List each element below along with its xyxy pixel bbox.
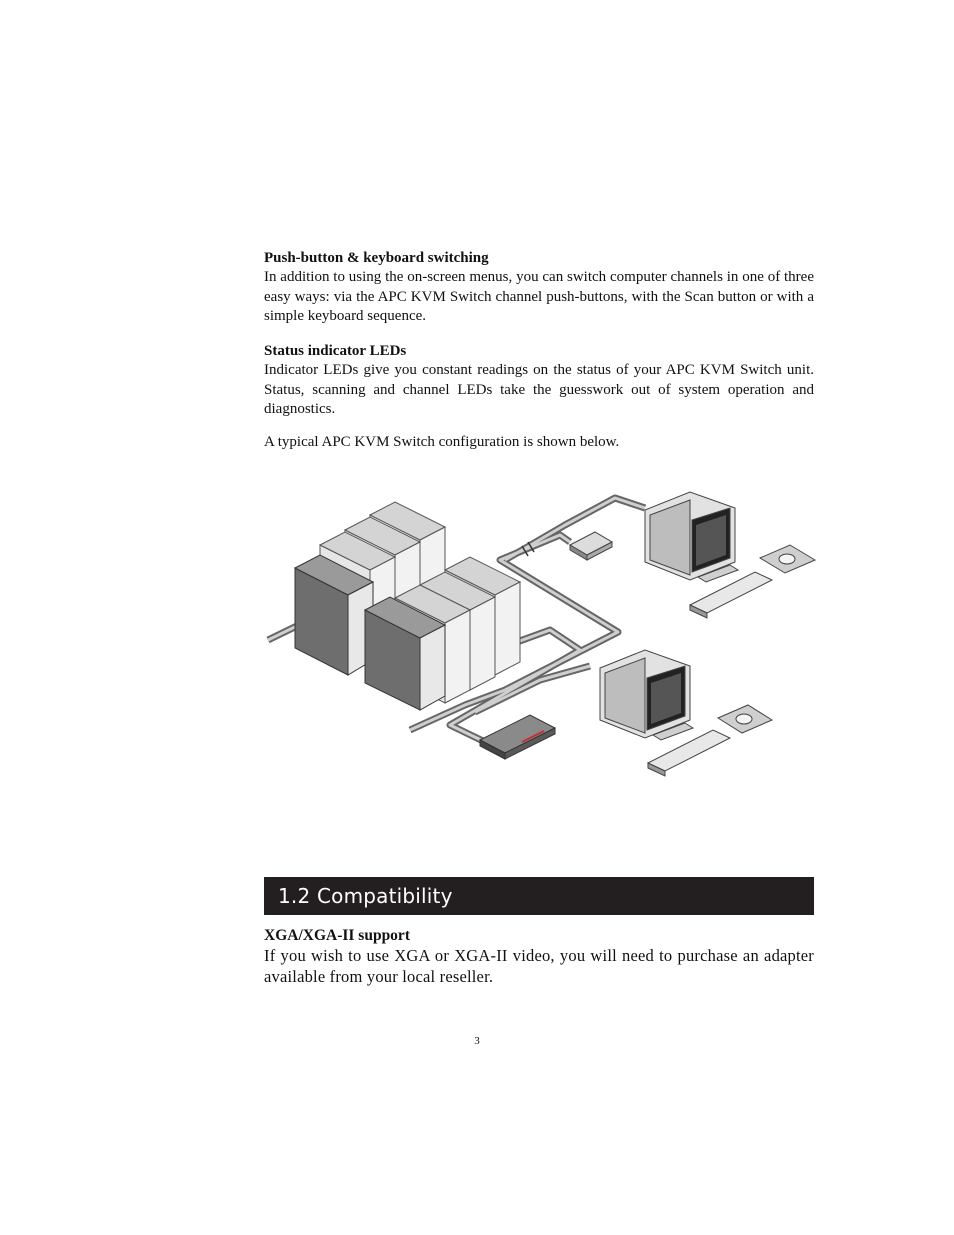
section-body: In addition to using the on-screen menus, you can switch computer channels in one of three easy ways: via the APC KVM Switch channel push-buttons, with the Scan button or with a simple keyboard sequence. <box>264 269 814 324</box>
workstation-monitor-bottom <box>600 650 693 740</box>
section-xga-support <box>264 926 814 987</box>
extender-box <box>570 532 612 560</box>
section-banner <box>264 877 814 915</box>
workstation-monitor-top <box>645 492 738 582</box>
mouse-pad-icon <box>718 705 772 733</box>
mouse-pad-icon <box>760 545 815 573</box>
section-status-leds <box>264 342 814 420</box>
section-body: If you wish to use XGA or XGA-II video, you will need to purchase an adapter available from your local reseller. <box>264 946 814 986</box>
section-body: Indicator LEDs give you constant readings on the status of your APC KVM Switch unit. Status, scanning and channel LEDs take the guesswork out of system operation and diagnostics. <box>264 362 814 417</box>
section-heading: Status indicator LEDs <box>264 343 407 359</box>
caption-text: A typical APC KVM Switch configuration is shown below. <box>264 434 620 450</box>
kvm-configuration-illustration <box>260 480 820 780</box>
figure-caption <box>264 433 814 453</box>
kvm-switch-unit <box>480 715 555 759</box>
section-heading: Push-button & keyboard switching <box>264 250 489 266</box>
section-push-button <box>264 249 814 327</box>
section-title: 1.2 Compatibility <box>278 884 453 908</box>
section-heading: XGA/XGA-II support <box>264 927 410 944</box>
page-number: 3 <box>474 1035 480 1047</box>
